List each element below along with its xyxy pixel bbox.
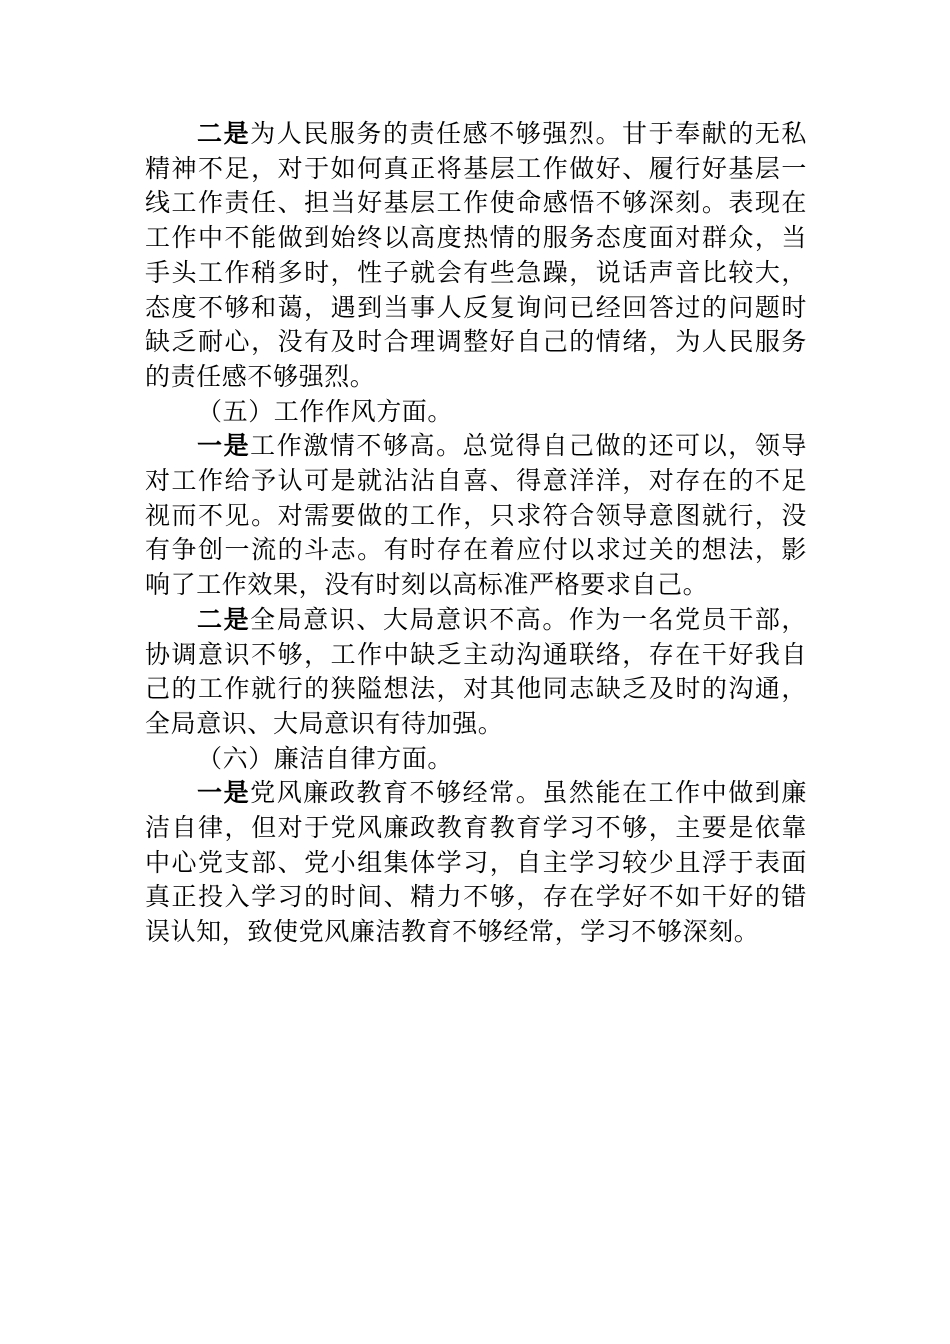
paragraph-service-responsibility — [145, 117, 807, 395]
section-heading-text: （五）工作作风方面。 — [197, 396, 454, 426]
paragraph-overall-awareness — [145, 603, 807, 742]
paragraph-work-passion — [145, 429, 807, 603]
paragraph-text: 全局意识、大局意识不高。作为一名党员干部，协调意识不够，工作中缺乏主动沟通联络，存在干好我自己的工作就行的狭隘想法，对其他同志缺乏及时的沟通，全局意识、大局意识有待加强。 — [145, 604, 808, 738]
paragraph-lead: 一是 — [197, 778, 251, 808]
paragraph-lead: 二是 — [197, 119, 251, 148]
paragraph-integrity-education — [145, 776, 807, 950]
paragraph-lead: 二是 — [197, 604, 251, 634]
section-heading-integrity — [145, 742, 807, 777]
paragraph-text: 工作激情不够高。总觉得自己做的还可以，领导对工作给予认可是就沾沾自喜、得意洋洋，对存在的不足视而不见。对需要做的工作，只求符合领导意图就行，没有争创一流的斗志。有时存在着应付以求过关的想法，影响了工作效果，没有时刻以高标准严格要求自己。 — [145, 431, 808, 600]
section-heading-text: （六）廉洁自律方面。 — [197, 743, 454, 773]
section-heading-work-style — [145, 395, 807, 430]
paragraph-text: 党风廉政教育不够经常。虽然能在工作中做到廉洁自律，但对于党风廉政教育教育学习不够，主要是依靠中心党支部、党小组集体学习，自主学习较少且浮于表面真正投入学习的时间、精力不够，存在学好不如干好的错误认知，致使党风廉洁教育不够经常，学习不够深刻。 — [145, 778, 808, 947]
paragraph-lead: 一是 — [197, 431, 251, 461]
paragraph-text: 为人民服务的责任感不够强烈。甘于奉献的无私精神不足，对于如何真正将基层工作做好、履行好基层一线工作责任、担当好基层工作使命感悟不够深刻。表现在工作中不能做到始终以高度热情的服务态度面对群众，当手头工作稍多时，性子就会有些急躁，说话声音比较大，态度不够和蔼，遇到当事人反复询问已经回答过的问题时缺乏耐心，没有及时合理调整好自己的情绪，为人民服务的责任感不够强烈。 — [145, 119, 808, 391]
document-body — [145, 117, 807, 950]
